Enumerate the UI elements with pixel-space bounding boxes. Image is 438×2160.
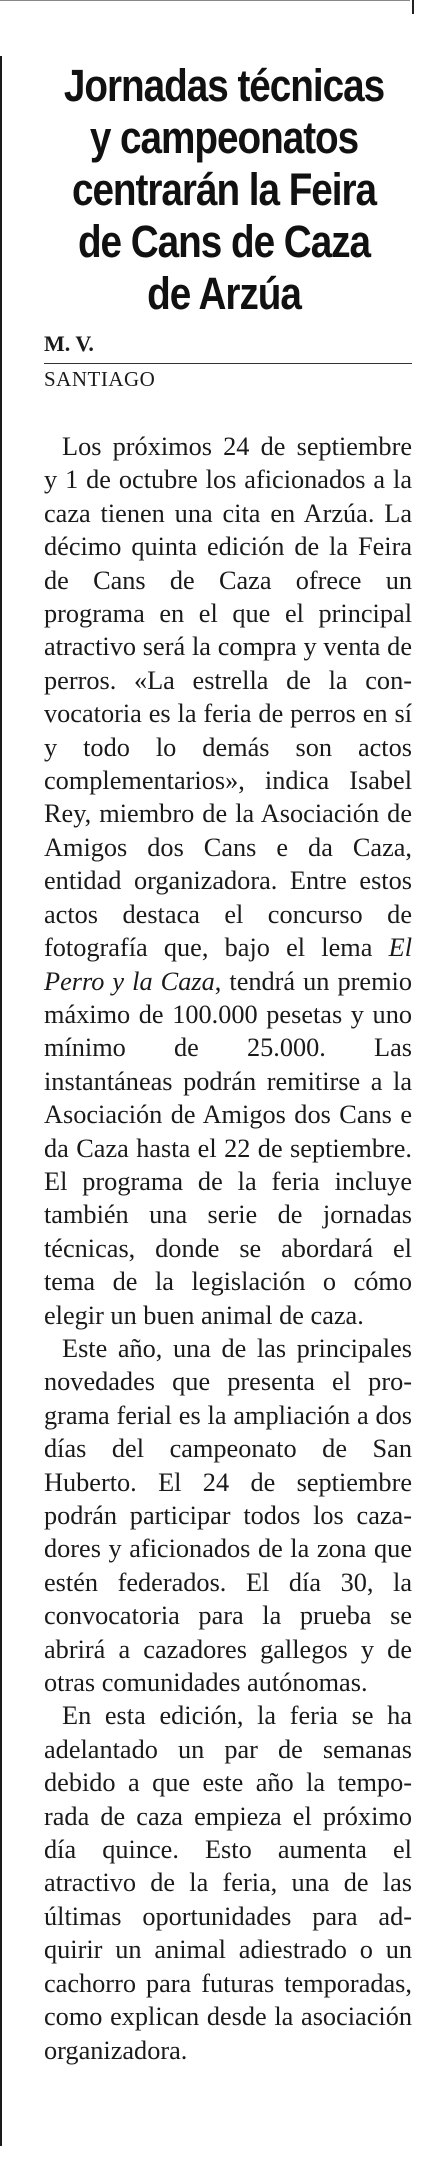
paragraph-3: En esta edición, la feria se ha adelantado un par de semanas debido a que este año la temporada de caza empieza el próximo día quince. Esto aumenta el atractivo de la feria, una de las últimas oportunidades para adquirir un animal adiestrado o un cachorro para futuras temporadas, como explican desde la asociación organizadora. — [44, 1701, 412, 2065]
top-rule — [0, 0, 410, 1]
column-rule — [0, 56, 2, 2146]
contest-motto: El Perro y la Caza — [44, 933, 412, 996]
article-body — [44, 430, 412, 2067]
corner-rule — [412, 0, 414, 14]
paragraph-1-text-a: Los próximos 24 de septiembre y 1 de octubre los aficionados a la caza tienen una cita en Arzúa. La décimo quinta edición de la Feira de Cans de Caza ofrece un programa en el que el principal atractivo será la compra y venta de perros. «La estrella de la convocatoria es la feria de perros en sí y todo lo demás son actos complementarios», indica Isabel Rey, miembro de la Asociación de Amigos dos Cans e da Caza, entidad organizadora. Entre estos actos destaca el concurso de fotografía que, bajo el lema — [44, 432, 412, 963]
author: M. V. — [44, 331, 94, 356]
headline: Jornadas técnicas y campeonatos centrarán la Feira de Cans de Caza de Arzúa — [63, 60, 385, 319]
paragraph-1-text-b: , tendrá un premio máximo de 100.000 pesetas y uno mínimo de 25.000. Las instantáneas podrán remitirse a la Asociación de Amigos dos Cans e da Caza hasta el 22 de septiembre. El programa de la feria incluye también una serie de jornadas técnicas, donde se abordará el tema de la legislación o cómo elegir un buen animal de caza. — [44, 966, 412, 1330]
location: SANTIAGO — [44, 367, 156, 391]
paragraph-2: Este año, una de las principales novedades que presenta el programa ferial es la ampliación a dos días del campeonato de San Huberto. El 24 de septiembre podrán participar todos los cazadores y aficionados de la zona que estén federados. El día 30, la convocatoria para la prueba se abrirá a cazadores gallegos y de otras comunidades autónomas. — [44, 1333, 412, 1698]
byline-rule — [44, 363, 412, 364]
paragraph-1 — [44, 430, 412, 1332]
